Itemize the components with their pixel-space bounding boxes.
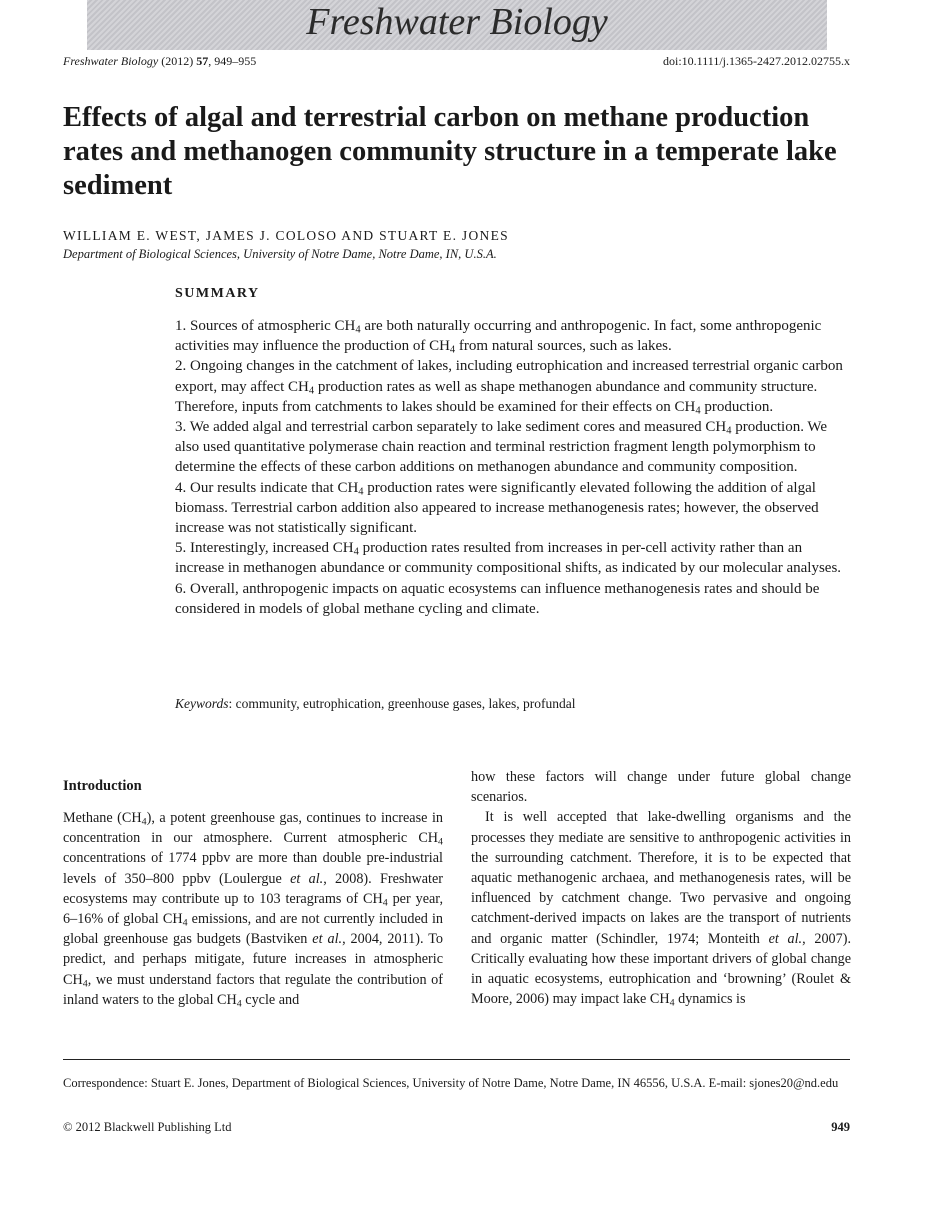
intro-paragraph-1: Methane $(CH_4)$, a potent greenhouse gas, continues to increase in concentration in our atmosphere. Current atmospheric $CH_4$ concentrations of 1774 ppbv are more than double pre-industrial levels of 350–800 ppbv (Loulergue et al., 2008). Freshwater ecosystems may contribute up to 103 teragrams of $CH_4$ per year, 6–16% of global $CH_4$ emissions, and are not currently included in global greenhouse gas budgets (Bastviken et al., 2004, 2011). To predict, and perhaps mitigate, future increases in atmospheric $CH_4$, we must understand factors that regulate the contribution of inland waters to the global $CH_4$ cycle and xyxy=(63,810,443,1010)
summary-point-5: 5. Interestingly, increased $CH_4$ production rates resulted from increases in per-cell activity rather than an increase in methanogen abundance or community compositional shifts, as indicated by our molecular analyses. xyxy=(175,540,842,577)
intro-paragraph-2: It is well accepted that lake-dwelling organisms and the processes they mediate are sensitive to anthropogenic activities in the surrounding catchment. Therefore, it is to be expected that aquatic methanogenic archaea, and methanogenesis rates, will be influenced by catchment change. Two pervasive and ongoing catchment-derived impacts on lakes are the transport of nutrients and organic matter (Schindler, 1974; Monteith et al., 2007). Critically evaluating how these important drivers of global change in aquatic ecosystems, eutrophication and ‘browning’ (Roulet & Moore, 2006) may impact lake $CH_4$ dynamics is xyxy=(471,809,851,1009)
summary-point-3: 3. We added algal and terrestrial carbon separately to lake sediment cores and measured $CH_4$ production. We also used quantitative polymerase chain reaction and terminal restriction fragment length polymorphism to determine the effects of these carbon additions on methanogen abundance and community composition. xyxy=(175,419,828,476)
summary-point-2: 2. Ongoing changes in the catchment of lakes, including eutrophication and increased terrestrial organic carbon export, may affect $CH_4$ production rates as well as shape methanogen abundance and community structure. Therefore, inputs from catchments to lakes should be examined for their effects on $CH_4$ production. xyxy=(175,358,843,417)
citation-pages: , 949–955 xyxy=(208,54,257,68)
summary-point-1: 1. Sources of atmospheric $CH_4$ are both naturally occurring and anthropogenic. In fact, some anthropogenic activities may influence the production of $CH_4$ from natural sources, such as lakes. xyxy=(175,318,822,356)
footer-divider xyxy=(63,1059,850,1060)
citation-line xyxy=(63,54,256,69)
article-title: Effects of algal and terrestrial carbon on methane production rates and methanogen community structure in a temperate lake sediment xyxy=(63,102,837,201)
intro-paragraph-1-cont: how these factors will change under future global change scenarios. xyxy=(471,769,851,806)
affiliation: Department of Biological Sciences, University of Notre Dame, Notre Dame, IN, U.S.A. xyxy=(63,247,497,261)
citation-year: (2012) xyxy=(161,54,194,68)
citation-volume: 57 xyxy=(196,54,209,68)
citation-journal: Freshwater Biology xyxy=(63,54,159,68)
introduction-column-left xyxy=(63,808,443,1010)
introduction-heading: Introduction xyxy=(63,778,142,794)
introduction-column-right xyxy=(471,767,851,1009)
correspondence: Correspondence: Stuart E. Jones, Department of Biological Sciences, University of Notre Dame, Notre Dame, IN 46556, U.S.A. E-mail: sjones20@nd.edu xyxy=(63,1076,839,1090)
authors: WILLIAM E. WEST, JAMES J. COLOSO AND STUART E. JONES xyxy=(63,228,509,243)
doi[interactable]: doi:10.1111/j.1365-2427.2012.02755.x xyxy=(663,54,850,68)
masthead-title: Freshwater Biology xyxy=(306,1,608,43)
summary xyxy=(175,316,853,619)
keywords xyxy=(175,696,576,712)
journal-masthead xyxy=(87,0,827,50)
summary-point-6: 6. Overall, anthropogenic impacts on aquatic ecosystems can influence methanogenesis rates and should be considered in models of global methane cycling and climate. xyxy=(175,580,820,617)
summary-point-4: 4. Our results indicate that $CH_4$ production rates were significantly elevated following the addition of algal biomass. Terrestrial carbon addition also appeared to increase methanogenesis rates; however, the observed increase was not statistically significant. xyxy=(175,479,819,537)
summary-heading: SUMMARY xyxy=(175,286,260,301)
page-number: 949 xyxy=(831,1120,850,1134)
keywords-label: Keywords xyxy=(175,696,229,711)
keywords-text: : community, eutrophication, greenhouse gases, lakes, profundal xyxy=(228,696,576,711)
copyright: © 2012 Blackwell Publishing Ltd xyxy=(63,1120,232,1134)
